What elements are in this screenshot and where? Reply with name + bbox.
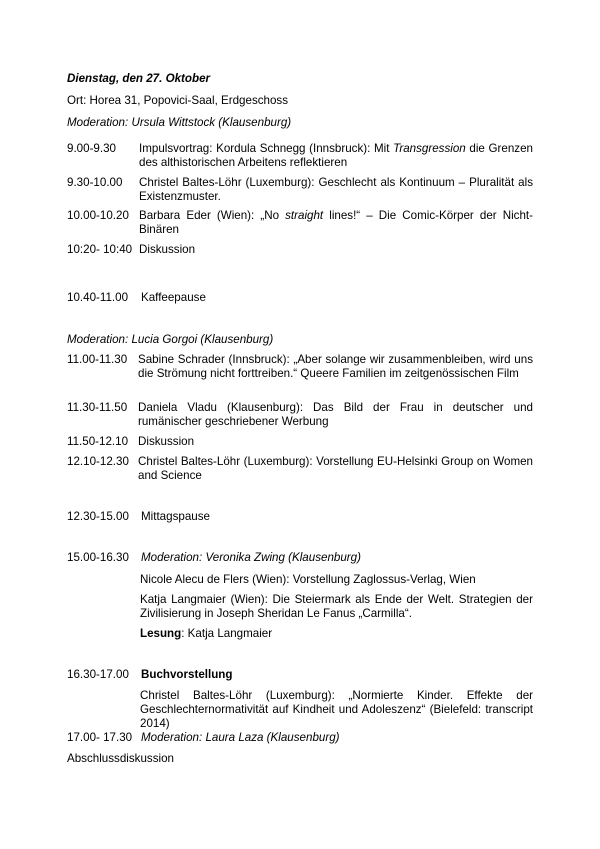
day-heading: Dienstag, den 27. Oktober (67, 72, 211, 85)
item-text: Impulsvortrag: Kordula Schnegg (Innsbruck): Mit Transgression die Grenzen des althistorischen Arbeitens reflektieren (139, 142, 534, 169)
item-time: 10.40-11.00 (67, 291, 129, 304)
item-time: 16.30-17.00 (67, 668, 129, 681)
book-presentation-text: Christel Baltes-Löhr (Luxemburg): „Normierte Kinder. Effekte der Geschlechternormativität auf Kindheit und Adoleszenz“ (Bielefeld: transcript 2014) (140, 689, 533, 730)
program-item (67, 142, 533, 170)
item-text: Christel Baltes-Löhr (Luxemburg): Vorstellung EU-Helsinki Group on Women and Science (138, 455, 533, 482)
reading-label: Lesung (140, 627, 182, 640)
item-time: 10:20- 10:40 (67, 243, 133, 256)
item-time: 11.00-11.30 (67, 353, 128, 366)
program-item (67, 176, 533, 204)
book-presentation-title: Buchvorstellung (141, 668, 233, 681)
program-item (67, 731, 533, 745)
program-item (67, 435, 533, 449)
item-time: 11.30-11.50 (67, 401, 128, 414)
item-time: 12.30-15.00 (67, 510, 129, 523)
item-time: 11.50-12.10 (67, 435, 129, 448)
lunch-break (67, 510, 533, 524)
closing-discussion: Abschlussdiskussion (67, 752, 174, 765)
item-time: 9.30-10.00 (67, 176, 123, 189)
talk-carmilla: Katja Langmaier (Wien): Die Steiermark als Ende der Welt. Strategien der Zivilisierung in Joseph Sheridan Le Fanus „Carmilla“. (140, 593, 533, 620)
moderation-4: Moderation: Laura Laza (Klausenburg) (141, 731, 340, 744)
program-item (67, 243, 533, 257)
item-text: Kaffeepause (141, 291, 206, 304)
program-item (67, 209, 533, 237)
item-time: 17.00- 17.30 (67, 731, 133, 744)
item-time: 12.10-12.30 (67, 455, 129, 468)
location: Ort: Horea 31, Popovici-Saal, Erdgeschoss (67, 94, 289, 107)
reading: Lesung: Katja Langmaier (140, 627, 273, 640)
item-text: Daniela Vladu (Klausenburg): Das Bild der Frau in deutscher und rumänischer geschriebener Werbung (138, 401, 533, 428)
item-text: Diskussion (138, 435, 195, 448)
item-text: Diskussion (139, 243, 196, 256)
item-time: 15.00-16.30 (67, 551, 129, 564)
item-text: Christel Baltes-Löhr (Luxemburg): Geschlecht als Kontinuum – Pluralität als Existenzmuster. (139, 176, 533, 203)
moderation-2: Moderation: Lucia Gorgoi (Klausenburg) (67, 333, 274, 346)
program-item (67, 353, 533, 381)
program-item (67, 551, 533, 565)
program-item (67, 668, 533, 682)
program-item (67, 455, 533, 483)
program-item (67, 401, 533, 429)
moderation-1: Moderation: Ursula Wittstock (Klausenburg) (67, 116, 292, 129)
item-text: Mittagspause (141, 510, 210, 523)
item-text: Sabine Schrader (Innsbruck): „Aber solange wir zusammenbleiben, wird uns die Strömung nicht forttreiben.“ Queere Familien im zeitgenössischen Film (138, 353, 533, 380)
coffee-break (67, 291, 533, 305)
talk-zaglossus: Nicole Alecu de Flers (Wien): Vorstellung Zaglossus-Verlag, Wien (140, 573, 476, 586)
item-text: Barbara Eder (Wien): „No straight lines!“ – Die Comic-Körper der Nicht-Binären (139, 209, 533, 236)
item-time: 9.00-9.30 (67, 142, 116, 155)
moderation-3: Moderation: Veronika Zwing (Klausenburg) (141, 551, 361, 564)
item-time: 10.00-10.20 (67, 209, 129, 222)
